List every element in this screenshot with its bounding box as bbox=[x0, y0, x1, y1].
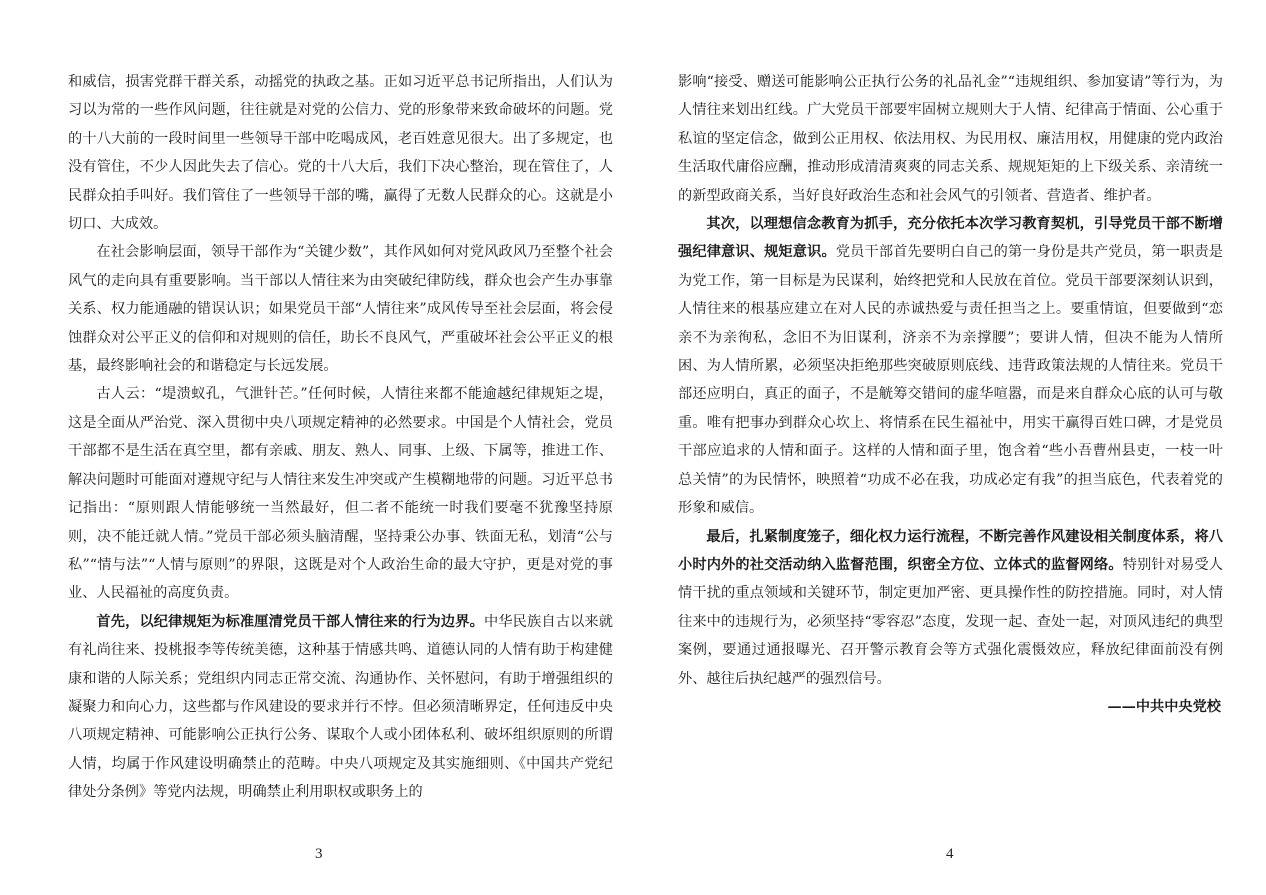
paragraph: 影响“接受、赠送可能影响公正执行公务的礼品礼金”“违规组织、参加宴请”等行为，为人情往来划出红线。广大党员干部要牢固树立规则大于人情、纪律高于情面、公心重于私谊的坚定信念，做到公正用权、依法用权、为民用权、廉洁用权，用健康的党内政治生活取代庸俗应酬，推动形成清清爽爽的同志关系、规规矩矩的上下级关系、亲清统一的新型政商关系，当好良好政治生态和社会风气的引领者、营造者、维护者。 bbox=[678, 74, 1223, 204]
paragraph: 在社会影响层面，领导干部作为“关键少数”，其作风如何对党风政风乃至整个社会风气的走向具有重要影响。当干部以人情往来为由突破纪律防线，群众也会产生办事靠关系、权力能通融的错误认识；如果党员干部“人情往来”成风传导至社会层面，将会侵蚀群众对公平正义的信仰和对规则的信任，助长不良风气，严重破坏社会公平正义的根基，最终影响社会的和谐稳定与长远发展。 bbox=[68, 244, 613, 375]
paragraph-body: 特别针对易受人情干扰的重点领域和关键环节，制定更加严密、更具操作性的防控措施。同时，对人情往来中的违规行为，必须坚持“零容忍”态度，发现一起、查处一起，对顶风违纪的典型案例，要通过通报曝光、召开警示教育会等方式强化震慑效应，释放纪律面前没有例外、越往后执纪越严的强烈信号。 bbox=[678, 556, 1223, 687]
paragraph: 古人云：“堤溃蚁孔，气泄针芒。”任何时候，人情往来都不能逾越纪律规矩之堤，这是全面从严治党、深入贯彻中央八项规定精神的必然要求。中国是个人情社会，党员干部都不是生活在真空里，都有亲戚、朋友、熟人、同事、上级、下属等，推进工作、解决问题时可能面对遵规守纪与人情往来发生冲突或产生模糊地带的问题。习近平总书记指出：“原则跟人情能够统一当然最好，但二者不能统一时我们要毫不犹豫坚持原则，决不能迁就人情。”党员干部必须头脑清醒，坚持秉公办事、铁面无私，划清“公与私”“情与法”“人情与原则”的界限，这既是对个人政治生命的最大守护，更是对党的事业、人民福祉的高度负责。 bbox=[68, 386, 613, 602]
page-number: 3 bbox=[315, 846, 323, 862]
paragraph-lead: 最后，扎紧制度笼子，细化权力运行流程，不断完善作风建设相关制度体系，将八小时内外的社交活动纳入监督范围，织密全方位、立体式的监督网络。 bbox=[678, 528, 1223, 573]
paragraph bbox=[68, 608, 613, 807]
paragraph-lead: 其次，以理想信念教育为抓手，充分依托本次学习教育契机，引导党员干部不断增强纪律意识、规矩意识。 bbox=[678, 216, 1223, 261]
page-number: 4 bbox=[946, 846, 954, 862]
paragraph-lead: 首先，以纪律规矩为标准厘清党员干部人情往来的行为边界。 bbox=[96, 613, 484, 630]
paragraph-body: 党员干部首先要明白自己的第一身份是共产党员，第一职责是为党工作，第一目标是为民谋利，始终把党和人民放在首位。党员干部要深刻认识到，人情往来的根基应建立在对人民的赤诚热爱与责任担当之上。要重情谊，但要做到“恋亲不为亲徇私，念旧不为旧谋利，济亲不为亲撑腰”；要讲人情，但决不能为人情所困、为人情所累，必须坚决拒绝那些突破原则底线、违背政策法规的人情往来。党员干部还应明白，真正的面子，不是觥筹交错间的虚华喧嚣，而是来自群众心底的认可与敬重。唯有把事办到群众心坎上、将情系在民生福祉中，用实干赢得百姓口碑，才是党员干部应追求的人情和面子。这样的人情和面子里，饱含着“些小吾曹州县吏，一枝一叶总关情”的为民情怀，映照着“功成不必在我，功成必定有我”的担当底色，代表着党的形象和威信。 bbox=[678, 244, 1223, 517]
paragraph bbox=[678, 523, 1223, 693]
paragraph: 和威信，损害党群干群关系，动摇党的执政之基。正如习近平总书记所指出，人们认为习以为常的一些作风问题，往往就是对党的公信力、党的形象带来致命破坏的问题。党的十八大前的一段时间里一些领导干部中吃喝成风，老百姓意见很大。出了多规定，也没有管住，不少人因此失去了信心。党的十八大后，我们下决心整治，现在管住了，人民群众拍手叫好。我们管住了一些领导干部的嘴，赢得了无数人民群众的心。这就是小切口、大成效。 bbox=[68, 74, 613, 233]
author-signature: ——中共中央党校 bbox=[1107, 698, 1221, 715]
paragraph-body: 中华民族自古以来就有礼尚往来、投桃报李等传统美德，这种基于情感共鸣、道德认同的人情有助于构建健康和谐的人际关系；党组织内同志正常交流、沟通协作、关怀慰问，有助于增强组织的凝聚力和向心力，这些都与作风建设的要求并行不悖。但必须清晰界定，任何违反中央八项规定精神、可能影响公正执行公务、谋取个人或小团体私利、破坏组织原则的所谓人情，均属于作风建设明确禁止的范畴。中央八项规定及其实施细则、《中国共产党纪律处分条例》等党内法规，明确禁止利用职权或职务上的 bbox=[68, 613, 613, 801]
paragraph bbox=[678, 210, 1223, 522]
right-page-body bbox=[678, 68, 1223, 721]
left-page-body bbox=[68, 68, 613, 807]
